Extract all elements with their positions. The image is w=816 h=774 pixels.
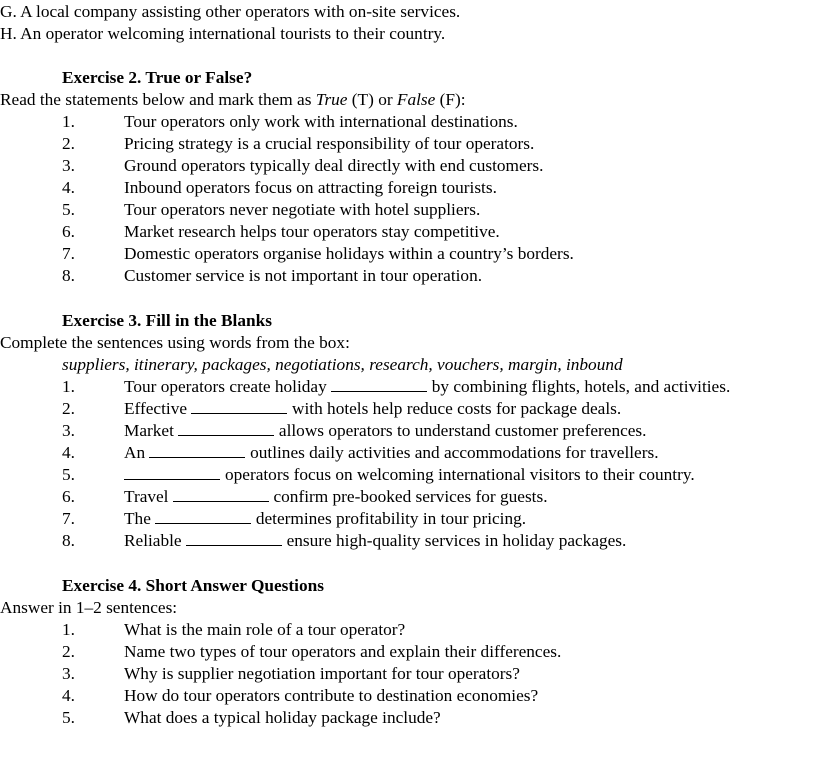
item-text [124, 508, 526, 530]
instruction-text: (F): [435, 90, 466, 109]
item-text: Inbound operators focus on attracting foreign tourists. [124, 178, 497, 197]
text-after-blank: ensure high-quality services in holiday packages. [286, 531, 627, 550]
item-number: 2. [62, 399, 75, 418]
text-after-blank: allows operators to understand customer preferences. [278, 421, 647, 440]
item-text: What is the main role of a tour operator? [124, 620, 406, 639]
item-number: 6. [62, 487, 75, 506]
text-after-blank: confirm pre-booked services for guests. [273, 487, 548, 506]
text-before-blank: The [124, 509, 151, 528]
item-text: Pricing strategy is a crucial responsibility of tour operators. [124, 134, 535, 153]
item-text [124, 464, 695, 486]
text-after-blank: by combining flights, hotels, and activities. [431, 377, 731, 396]
item-text: Why is supplier negotiation important for tour operators? [124, 664, 520, 683]
item-number: 4. [62, 443, 75, 462]
exercise4-title: Exercise 4. Short Answer Questions [62, 576, 324, 595]
answer-blank[interactable] [124, 464, 220, 480]
item-number: 5. [62, 708, 75, 727]
answer-blank[interactable] [331, 376, 427, 392]
item-number: 2. [62, 134, 75, 153]
item-number: 3. [62, 156, 75, 175]
false-label: False [396, 90, 436, 109]
item-text [124, 530, 626, 552]
item-number: 5. [62, 200, 75, 219]
text-before-blank: Reliable [124, 531, 182, 550]
item-number: 7. [62, 244, 75, 263]
item-number: 3. [62, 421, 75, 440]
instruction-text: Read the statements below and mark them as [0, 90, 316, 109]
item-number: 2. [62, 642, 75, 661]
item-text [124, 442, 659, 464]
item-number: 4. [62, 178, 75, 197]
item-text: Name two types of tour operators and explain their differences. [124, 642, 562, 661]
text-before-blank: Travel [124, 487, 169, 506]
item-number: 4. [62, 686, 75, 705]
item-text: Tour operators only work with international destinations. [124, 112, 518, 131]
item-text: Domestic operators organise holidays within a country’s borders. [124, 244, 574, 263]
item-text [124, 376, 730, 398]
answer-blank[interactable] [191, 398, 287, 414]
text-after-blank: with hotels help reduce costs for package deals. [292, 399, 622, 418]
item-number: 1. [62, 377, 75, 396]
item-text [124, 420, 646, 442]
text-after-blank: operators focus on welcoming international visitors to their country. [225, 465, 695, 484]
item-text: What does a typical holiday package include? [124, 708, 441, 727]
exercise4-instruction: Answer in 1–2 sentences: [0, 598, 178, 617]
answer-blank[interactable] [155, 508, 251, 524]
instruction-text: (T) or [347, 90, 397, 109]
answer-blank[interactable] [173, 486, 269, 502]
answer-blank[interactable] [186, 530, 282, 546]
item-number: 8. [62, 531, 75, 550]
item-text [124, 398, 621, 420]
exercise1-item-g: G. A local company assisting other operators with on-site services. [0, 2, 461, 21]
text-before-blank: Market [124, 421, 174, 440]
item-text: Market research helps tour operators stay competitive. [124, 222, 500, 241]
item-text: Ground operators typically deal directly with end customers. [124, 156, 544, 175]
item-number: 1. [62, 112, 75, 131]
text-before-blank: Tour operators create holiday [124, 377, 327, 396]
item-number: 6. [62, 222, 75, 241]
text-before-blank: Effective [124, 399, 188, 418]
exercise3-instruction: Complete the sentences using words from the box: [0, 333, 350, 352]
text-after-blank: determines profitability in tour pricing. [255, 509, 527, 528]
answer-blank[interactable] [149, 442, 245, 458]
item-text: How do tour operators contribute to destination economies? [124, 686, 539, 705]
text-after-blank: outlines daily activities and accommodations for travellers. [250, 443, 659, 462]
exercise1-item-h: H. An operator welcoming international tourists to their country. [0, 24, 446, 43]
answer-blank[interactable] [178, 420, 274, 436]
item-text: Customer service is not important in tour operation. [124, 266, 483, 285]
text-before-blank: An [124, 443, 146, 462]
exercise2-title: Exercise 2. True or False? [62, 68, 253, 87]
true-label: True [315, 90, 348, 109]
item-number: 8. [62, 266, 75, 285]
word-box: suppliers, itinerary, packages, negotiations, research, vouchers, margin, inbound [62, 355, 623, 374]
item-number: 3. [62, 664, 75, 683]
item-number: 7. [62, 509, 75, 528]
exercise2-instruction [0, 89, 466, 111]
item-text: Tour operators never negotiate with hotel suppliers. [124, 200, 481, 219]
item-number: 5. [62, 465, 75, 484]
exercise3-title: Exercise 3. Fill in the Blanks [62, 311, 272, 330]
item-text [124, 486, 548, 508]
item-number: 1. [62, 620, 75, 639]
